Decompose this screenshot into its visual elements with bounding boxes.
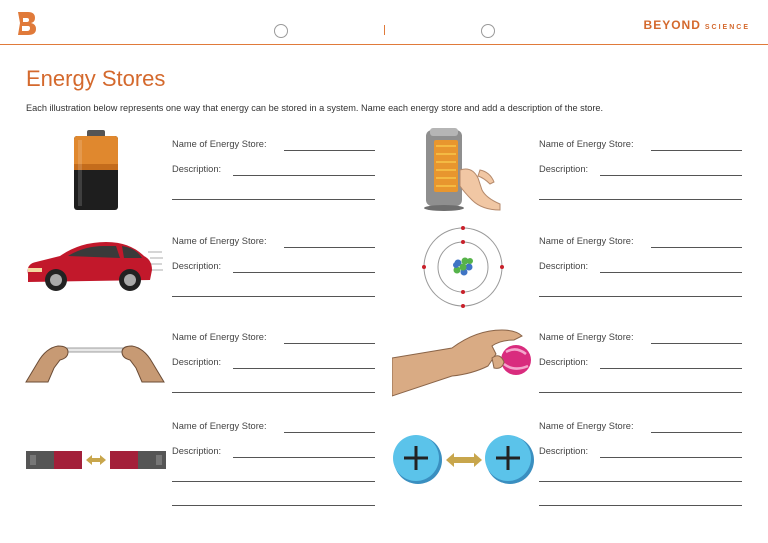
repelling-magnets-icon	[26, 449, 168, 471]
beyond-logo-icon	[14, 10, 38, 36]
description-label: Description:	[172, 164, 222, 174]
page-header	[0, 0, 768, 45]
description-answer-line-2[interactable]	[172, 392, 375, 393]
punch-hole-left	[274, 24, 288, 38]
name-answer-line[interactable]	[284, 343, 375, 344]
description-label: Description:	[539, 261, 589, 271]
name-label: Name of Energy Store:	[539, 139, 634, 149]
description-label: Description:	[539, 164, 589, 174]
page-title: Energy Stores	[26, 66, 166, 91]
description-label: Description:	[172, 357, 222, 367]
atom-icon	[420, 225, 506, 311]
car-icon	[24, 236, 164, 294]
name-label: Name of Energy Store:	[172, 332, 267, 342]
intro-text: Each illustration below represents one way that energy can be stored in a system. Name each energy store and add a description of the store.	[26, 103, 604, 113]
name-label: Name of Energy Store:	[172, 421, 267, 431]
name-label: Name of Energy Store:	[539, 421, 634, 431]
name-answer-line[interactable]	[284, 150, 375, 151]
stretched-elastic-icon	[24, 338, 166, 384]
description-answer-line-2[interactable]	[539, 199, 742, 200]
description-label: Description:	[539, 357, 589, 367]
name-answer-line[interactable]	[651, 432, 742, 433]
name-answer-line[interactable]	[651, 247, 742, 248]
name-label: Name of Energy Store:	[172, 139, 267, 149]
description-answer-line-3[interactable]	[539, 505, 742, 506]
description-answer-line[interactable]	[600, 175, 742, 176]
description-answer-line[interactable]	[233, 175, 375, 176]
heater-icon	[420, 126, 504, 212]
description-answer-line[interactable]	[600, 368, 742, 369]
description-answer-line-2[interactable]	[539, 481, 742, 482]
name-label: Name of Energy Store:	[539, 236, 634, 246]
description-answer-line-2[interactable]	[172, 296, 375, 297]
name-answer-line[interactable]	[284, 432, 375, 433]
hand-holding-ball-icon	[392, 326, 534, 398]
description-answer-line-2[interactable]	[539, 392, 742, 393]
repelling-charges-icon	[392, 434, 536, 486]
description-answer-line[interactable]	[233, 272, 375, 273]
name-answer-line[interactable]	[651, 343, 742, 344]
description-answer-line[interactable]	[600, 457, 742, 458]
description-answer-line-2[interactable]	[172, 481, 375, 482]
name-label: Name of Energy Store:	[172, 236, 267, 246]
description-answer-line[interactable]	[233, 368, 375, 369]
description-answer-line-3[interactable]	[172, 505, 375, 506]
description-answer-line[interactable]	[233, 457, 375, 458]
battery-icon	[70, 128, 122, 212]
brand-sub: SCIENCE	[704, 24, 750, 31]
brand-logo-text	[644, 16, 750, 34]
name-answer-line[interactable]	[284, 247, 375, 248]
description-answer-line-2[interactable]	[539, 296, 742, 297]
description-answer-line-2[interactable]	[172, 199, 375, 200]
center-mark	[384, 25, 385, 35]
description-answer-line[interactable]	[600, 272, 742, 273]
name-label: Name of Energy Store:	[539, 332, 634, 342]
description-label: Description:	[539, 446, 589, 456]
brand-main: BEYOND	[643, 18, 701, 32]
punch-hole-right	[481, 24, 495, 38]
name-answer-line[interactable]	[651, 150, 742, 151]
description-label: Description:	[172, 261, 222, 271]
description-label: Description:	[172, 446, 222, 456]
